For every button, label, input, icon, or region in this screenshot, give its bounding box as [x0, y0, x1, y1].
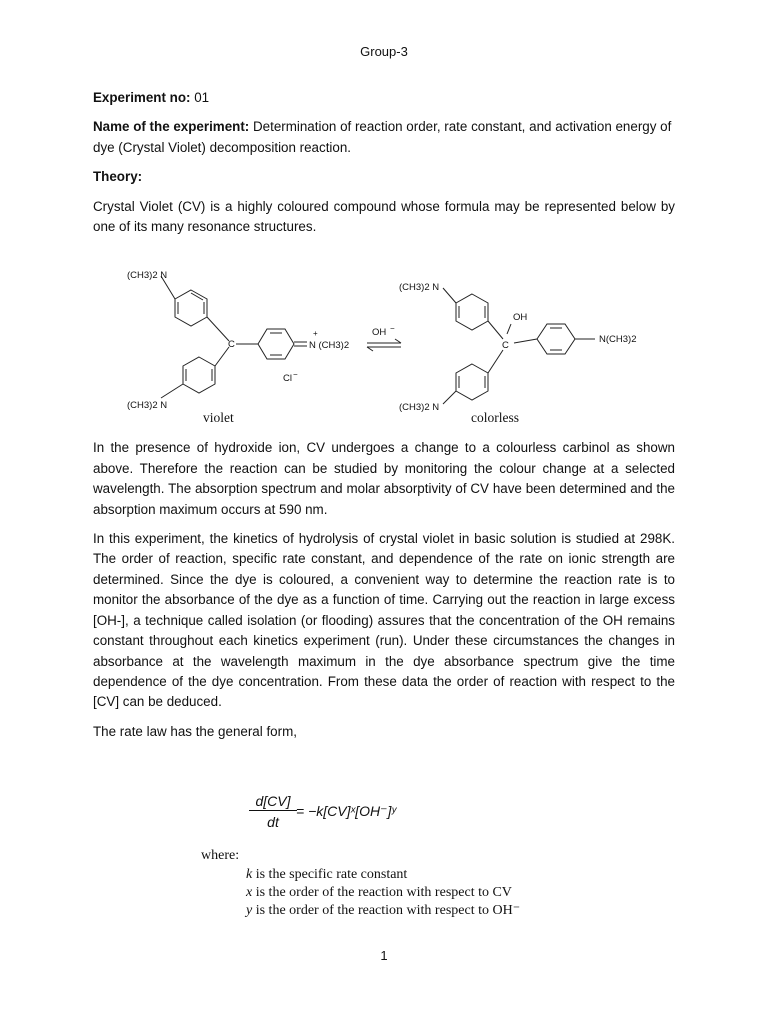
hydroxyl-label: OH: [513, 312, 528, 324]
right-bottom-amine-label: (CH3)2 N: [399, 402, 440, 414]
right-top-amine-label: (CH3)2 N: [399, 282, 440, 294]
right-amine-label: N(CH3)2: [599, 334, 637, 346]
reaction-scheme-drawing: [93, 246, 675, 422]
definition-k: k is the specific rate constant: [246, 867, 408, 882]
paragraph-hydroxide: In the presence of hydroxide ion, CV undergoes a change to a colourless carbinol as shown above. Therefore the reaction can be studied by monitoring the colour change at a selected wavelength. The absorption spectrum and molar absorptivity of CV have been determined and the absorption maximum occurs at 590 nm.: [93, 440, 675, 517]
document-body: [93, 88, 675, 751]
violet-caption: violet: [203, 410, 234, 423]
fraction-numerator: d[CV]: [249, 793, 297, 811]
fraction-denominator: dt: [267, 814, 279, 830]
colorless-caption: colorless: [471, 410, 519, 423]
paragraph-intro: Crystal Violet (CV) is a highly coloured compound whose formula may be represented below by one of its many resonance structures.: [93, 198, 675, 235]
left-bottom-amine-label: (CH3)2 N: [127, 400, 168, 412]
where-label: where:: [201, 848, 240, 863]
experiment-name: Name of the experiment: Determination of reaction order, rate constant, and activation energy of dye (Crystal Violet) decomposition reaction.: [93, 119, 672, 155]
left-top-ring: [175, 290, 207, 326]
chloride-charge-label: −: [293, 370, 298, 380]
hydroxide-charge-label: −: [390, 324, 395, 334]
definition-y: y is the order of the reaction with respect to OH⁻: [246, 903, 521, 918]
right-top-ring: [456, 294, 488, 330]
left-bottom-ring: [183, 357, 215, 393]
page-header: Group-3: [360, 44, 408, 59]
definition-x: x is the order of the reaction with respect to CV: [246, 885, 512, 900]
experiment-number: Experiment no: 01: [93, 90, 210, 105]
positive-charge-label: +: [313, 329, 318, 339]
paragraph-kinetics: In this experiment, the kinetics of hydrolysis of crystal violet in basic solution is studied at 298K. The order of reaction, specific rate constant, and dependence of the rate on ionic strength are determined. Since the dye is coloured, a convenient way to determine the reaction rate is to monitor the absorbance of the dye as a function of time. Carrying out the reaction in large excess [OH-], a technique called isolation (or flooding) assures that the concentration of the OH remains constant throughout each kinetics experiment (run). Under these circumstances the changes in absorbance at the wavelength maximum in the dye absorbance spectrum give the time dependence of the dye concentration. From these data the order of reaction with respect to the [CV] can be deduced.: [93, 531, 675, 710]
right-bottom-ring: [456, 364, 488, 400]
rate-fraction: [249, 793, 297, 830]
reaction-scheme: [93, 246, 675, 422]
paragraph-rate-law: The rate law has the general form,: [93, 723, 297, 739]
theory-heading: Theory:: [93, 169, 143, 185]
hydroxide-reagent-label: OH: [372, 327, 387, 339]
iminium-label: N (CH3)2: [309, 340, 350, 352]
left-top-amine-label: (CH3)2 N: [127, 270, 168, 282]
chloride-label: Cl: [283, 373, 292, 385]
page-number: 1: [380, 948, 388, 963]
central-carbon-label: C: [228, 339, 235, 351]
rate-law-rhs: = −k[CV]ˣ[OH⁻]ʸ: [296, 803, 397, 819]
variable-definitions: [246, 866, 520, 920]
carbinol-carbon-label: C: [502, 340, 509, 352]
